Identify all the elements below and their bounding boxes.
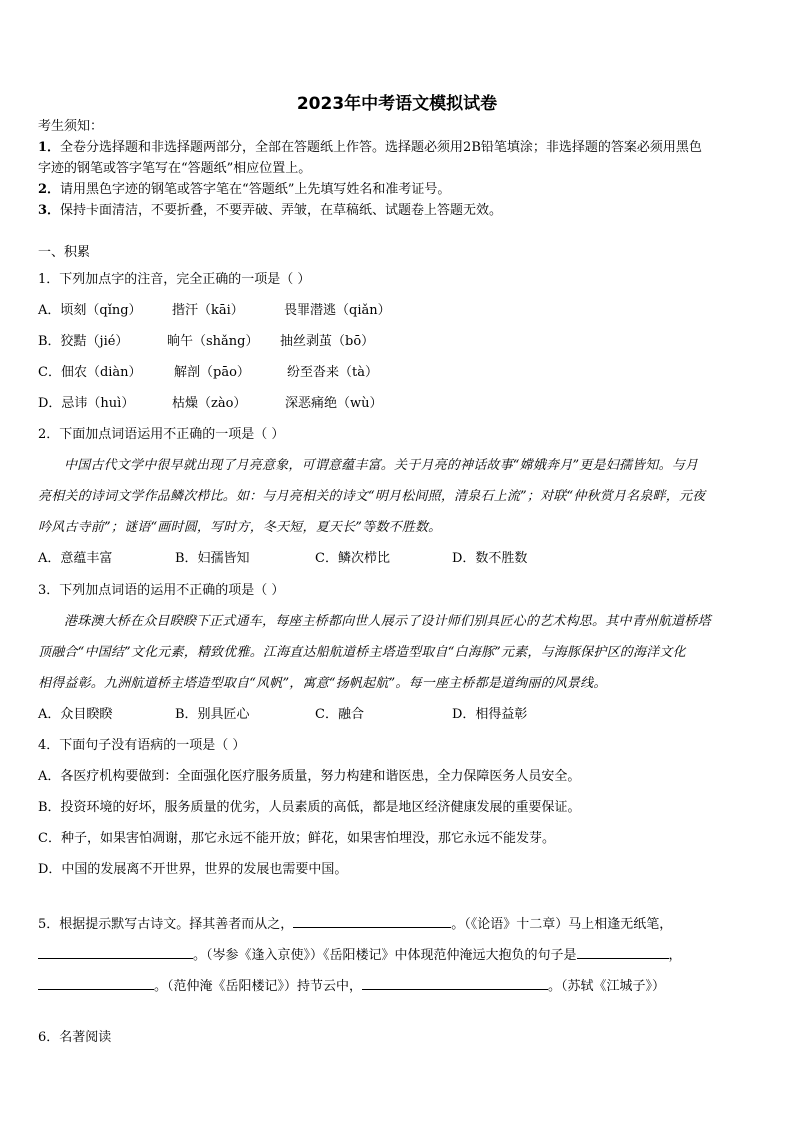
notice-heading: 考生须知： — [38, 119, 104, 134]
q5-text: ， — [668, 948, 682, 963]
q1-option-d-2: 枯燥（zào） — [172, 396, 247, 411]
notice-item-1-cont: 字迹的钢笔或答字笔写在“答题纸”相应位置上。 — [38, 161, 312, 176]
question-5-line-3 — [38, 976, 665, 996]
q5-text: 。（岑参《逢入京使》）《岳阳楼记》中体现范仲淹远大抱负的句子是 — [193, 948, 577, 963]
notice-item-text: 全卷分选择题和非选择题两部分，全部在答题纸上作答。选择题必须用2B铅笔填涂；非选择题的答案必须用黑色 — [60, 140, 702, 155]
q1-option-b-3: 抽丝剥茧（bō） — [280, 334, 375, 349]
answer-blank[interactable] — [293, 914, 451, 928]
answer-blank[interactable] — [577, 945, 669, 959]
notice-item-num: 3． — [38, 203, 61, 218]
q2-passage-line: 中国古代文学中很早就出现了月亮意象，可谓意蕴丰富。关于月亮的神话故事“嫦娥奔月”更是妇孺皆知。与月 — [64, 458, 699, 473]
question-2-stem: 2．下面加点词语运用不正确的一项是（ ） — [38, 427, 285, 442]
q1-option-a-2: 揩汗（kāi） — [172, 303, 244, 318]
notice-item-num: 1． — [38, 140, 61, 155]
question-6-stem: 6．名著阅读 — [38, 1030, 112, 1045]
q1-option-d-1: D．忌讳（huì） — [38, 396, 135, 411]
question-1-stem: 1．下列加点字的注音，完全正确的一项是（ ） — [38, 272, 311, 287]
q5-text: 5．根据提示默写古诗文。择其善者而从之， — [38, 917, 294, 932]
answer-blank[interactable] — [38, 976, 154, 990]
q1-option-a-3: 畏罪潜逃（qiǎn） — [284, 303, 391, 318]
q5-text: 。（范仲淹《岳阳楼记》）持节云中， — [154, 979, 363, 994]
q2-option-a: A．意蕴丰富 — [38, 551, 113, 566]
q1-option-b-2: 晌午（shǎng） — [167, 334, 259, 349]
question-5-line-1 — [38, 914, 672, 934]
q2-passage-line: 亮相关的诗词文学作品鳞次栉比。如：与月亮相关的诗文“明月松间照，清泉石上流”；对联“仲秋赏月名泉畔，元夜 — [38, 489, 706, 504]
notice-item-text: 保持卡面清洁，不要折叠，不要弄破、弄皱，在草稿纸、试题卷上答题无效。 — [60, 203, 503, 218]
q1-option-a-1: A．顷刻（qǐng） — [38, 303, 142, 318]
notice-item-2 — [38, 181, 450, 199]
q3-option-a: A．众目睽睽 — [38, 707, 113, 722]
q3-option-b: B．别具匠心 — [175, 707, 250, 722]
q1-option-d-3: 深恶痛绝（wù） — [285, 396, 383, 411]
answer-blank[interactable] — [362, 976, 548, 990]
q1-option-b-1: B．狡黠（jié） — [38, 334, 129, 349]
q3-passage-line: 相得益彰。九洲航道桥主塔造型取自“风帆”，寓意“扬帆起航”。每一座主桥都是道绚丽的风景线。 — [38, 676, 607, 691]
q2-option-d: D．数不胜数 — [452, 551, 528, 566]
q3-option-c: C．融合 — [315, 707, 364, 722]
q4-option-d: D．中国的发展离不开世界，世界的发展也需要中国。 — [38, 862, 348, 877]
q1-option-c-1: C．佃农（diàn） — [38, 365, 142, 380]
q4-option-b: B．投资环境的好坏，服务质量的优劣，人员素质的高低，都是地区经济健康发展的重要保证。 — [38, 800, 581, 815]
q5-text: 。（《论语》十二章）马上相逢无纸笔， — [451, 917, 673, 932]
q3-option-d: D．相得益彰 — [452, 707, 528, 722]
q4-option-a: A．各医疗机构要做到：全面强化医疗服务质量，努力构建和谐医患，全力保障医务人员安全。 — [38, 769, 581, 784]
question-3-stem: 3．下列加点词语的运用不正确的项是（ ） — [38, 583, 285, 598]
q3-passage-line: 港珠澳大桥在众目睽睽下正式通车，每座主桥都向世人展示了设计师们别具匠心的艺术构思。其中青州航道桥塔 — [64, 614, 711, 629]
notice-item-num: 2． — [38, 182, 61, 197]
q1-option-c-2: 解剖（pāo） — [174, 365, 250, 380]
page-title: 2023年中考语文模拟试卷 — [296, 94, 498, 114]
notice-item-text: 请用黑色字迹的钢笔或答字笔在“答题纸”上先填写姓名和准考证号。 — [60, 182, 451, 197]
q2-option-c: C．鳞次栉比 — [315, 551, 390, 566]
q5-text: 。（苏轼《江城子》） — [548, 979, 666, 994]
answer-blank[interactable] — [38, 945, 193, 959]
q4-option-c: C．种子，如果害怕凋谢，那它永远不能开放；鲜花，如果害怕埋没，那它永远不能发芽。 — [38, 831, 555, 846]
q2-option-b: B．妇孺皆知 — [175, 551, 250, 566]
notice-item-1 — [38, 139, 702, 157]
question-5-line-2 — [38, 945, 682, 965]
q2-passage-line: 吟风古寺前”；谜语“画时圆，写时方，冬天短，夏天长”等数不胜数。 — [38, 520, 442, 535]
q3-passage-line: 顶融合“中国结”文化元素，精致优雅。江海直达船航道桥主塔造型取自“白海豚”元素，与海豚保护区的海洋文化 — [38, 645, 686, 660]
notice-item-3 — [38, 202, 502, 220]
section-heading: 一、积累 — [38, 245, 91, 260]
q1-option-c-3: 纷至沓来（tà） — [287, 365, 378, 380]
question-4-stem: 4．下面句子没有语病的一项是（ ） — [38, 738, 246, 753]
